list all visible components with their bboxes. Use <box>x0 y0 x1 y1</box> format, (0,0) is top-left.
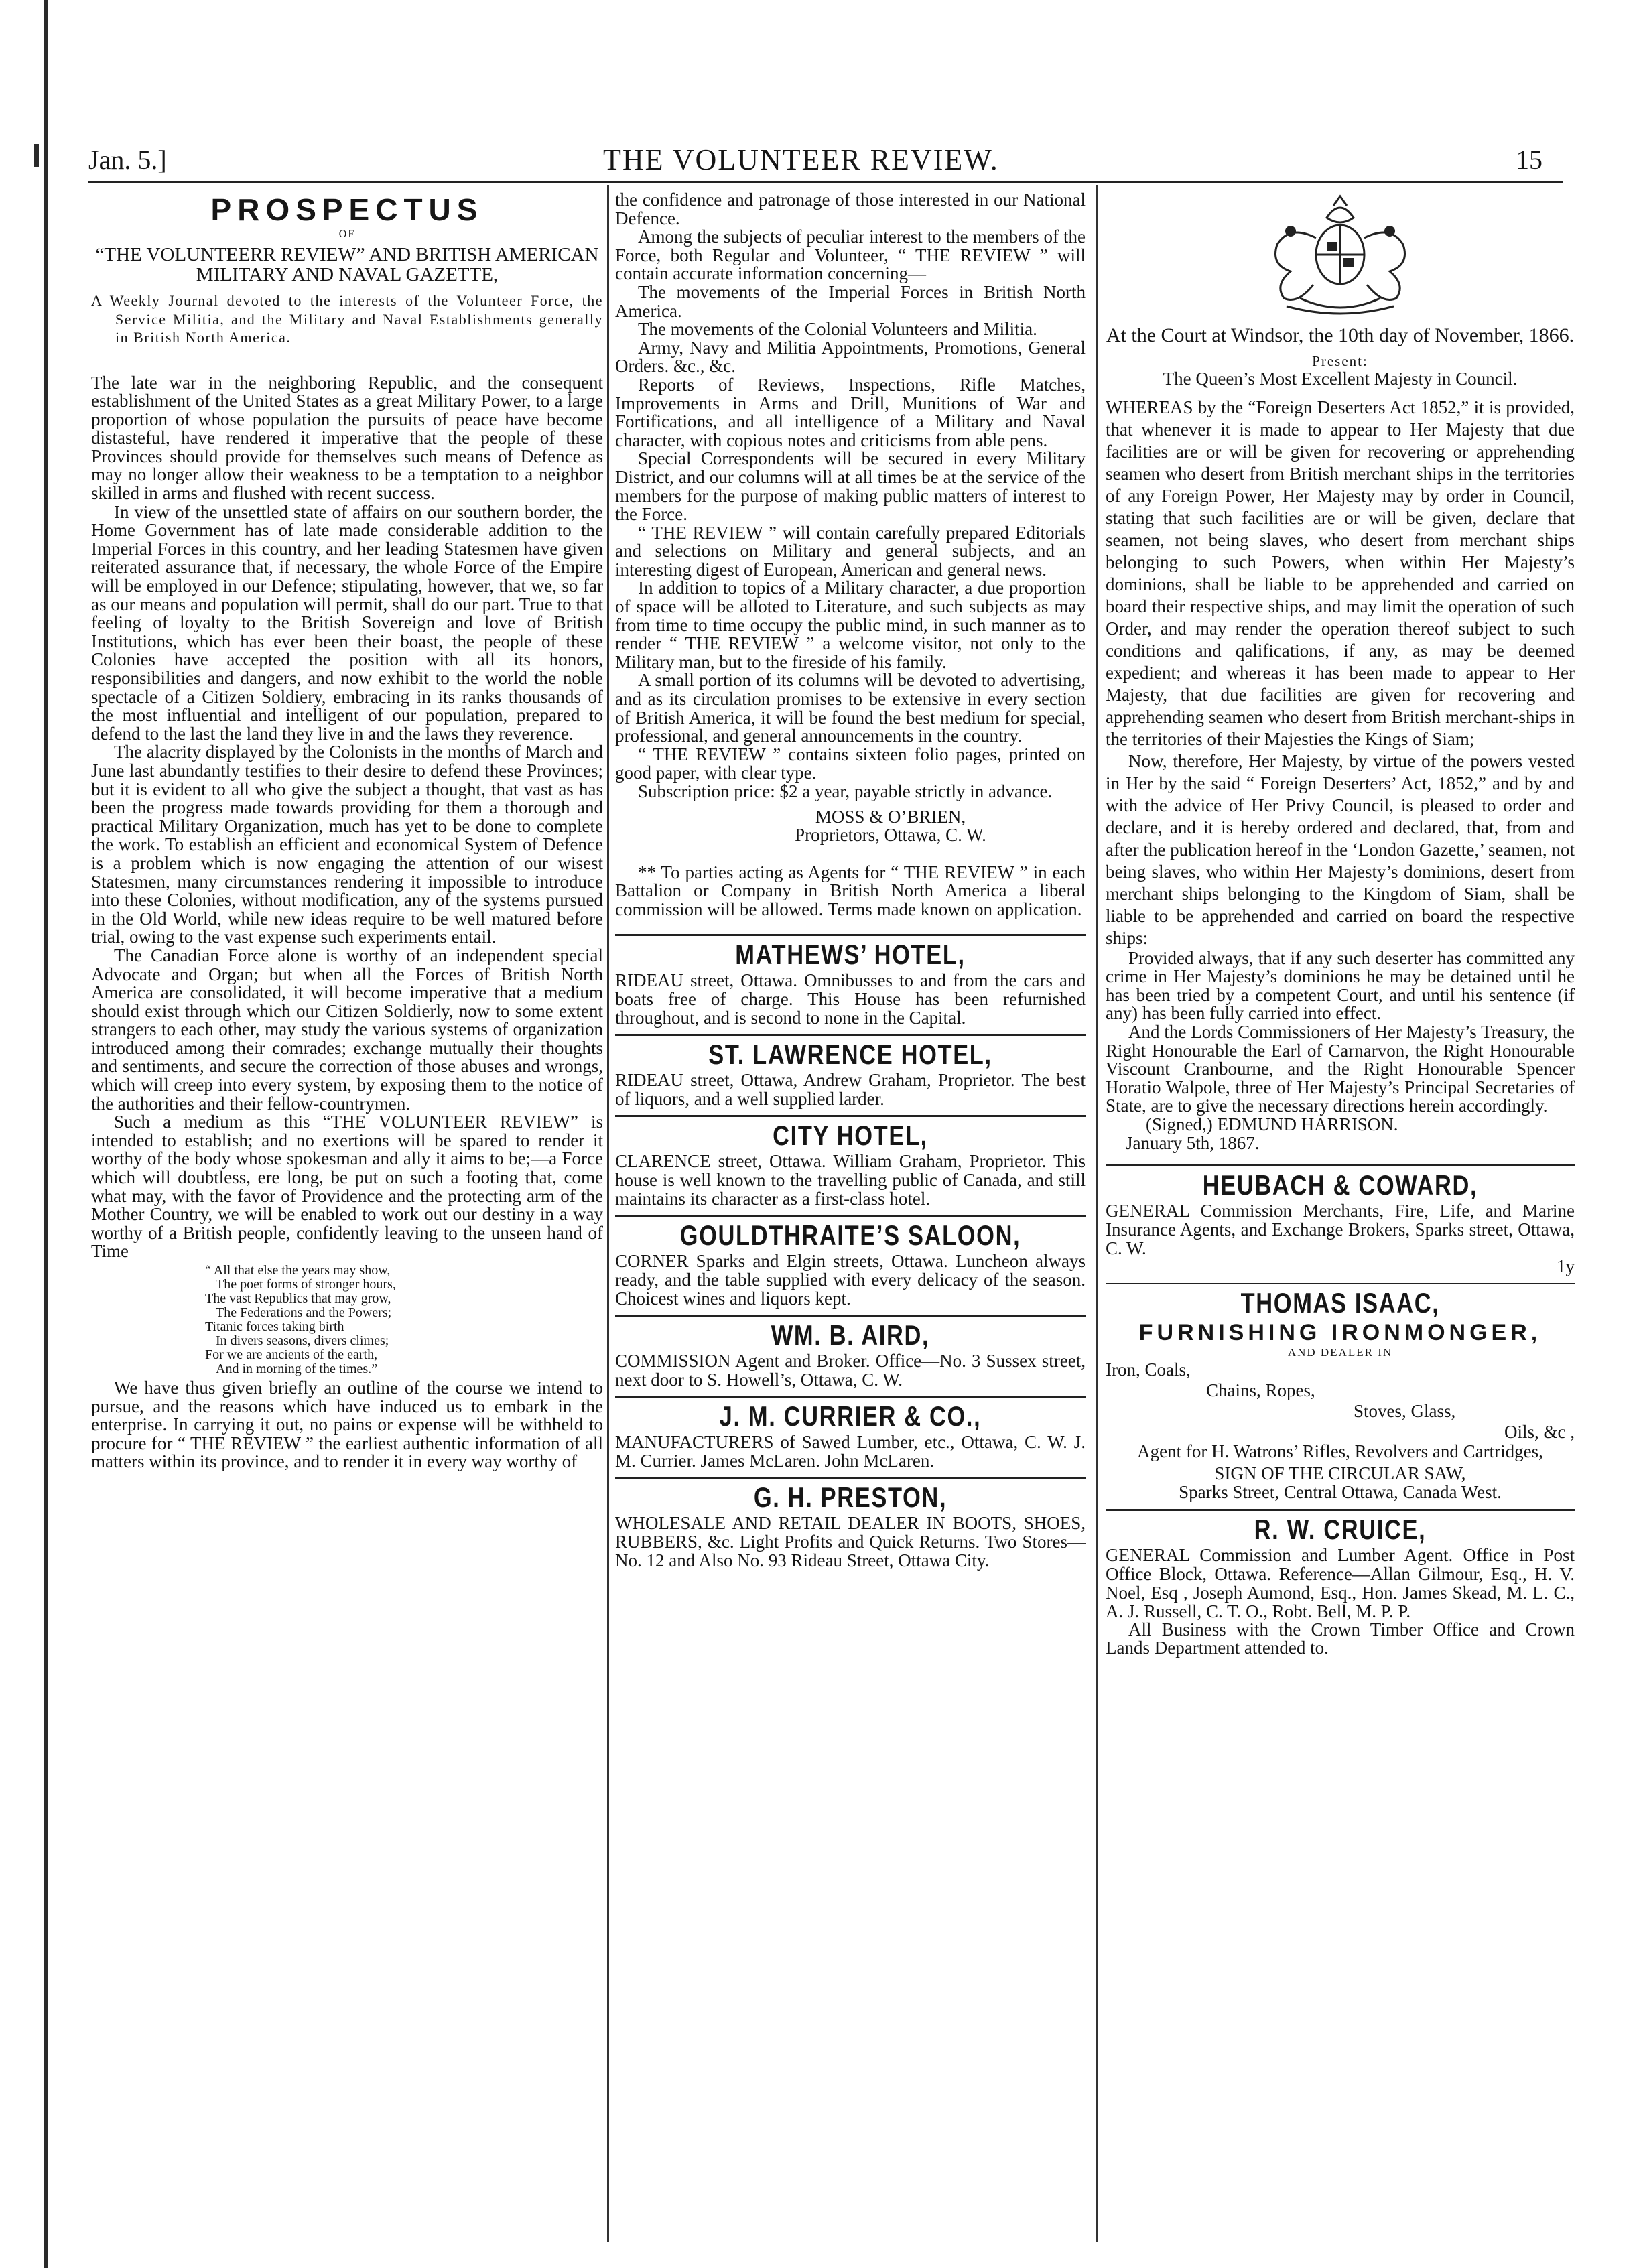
poem-line: “ All that else the years may show, <box>205 1263 391 1278</box>
proprietors-place: Proprietors, Ottawa, C. W. <box>795 825 986 846</box>
issue-date: Jan. 5.] <box>88 145 167 175</box>
binding-mark <box>34 144 39 167</box>
review-paragraph: The movements of the Imperial Forces in British North America. <box>615 281 1086 321</box>
ad-title: ST. LAWRENCE HOTEL, <box>708 1038 992 1070</box>
review-paragraph: The movements of the Colonial Volunteers and Militia. <box>638 319 1037 340</box>
poem-line: The vast Republics that may grow, <box>205 1291 391 1306</box>
isaac-agent: Agent for H. Watrons’ Rifles, Revolvers and Cartridges, <box>1137 1441 1543 1461</box>
signature-date: January 5th, 1867. <box>1126 1132 1260 1153</box>
prospectus-paragraph: Such a medium as this “THE VOLUNTEER REVIEW” is intended to establish; and no exertions will be spared to render it worthy of the body whose spokesman and ally it aims to be;—a Force which will doubtless, ere long, be put on such a footing that, come what may, with the favor of Providence and the protecting arm of the Mother Country, we will be enabled to work out our destiny in a way worthy of a British people, confidently leaving to the unseen hand of Time <box>91 1112 603 1262</box>
prospectus-paragraph: The alacrity displayed by the Colonists in the months of March and June last abundantly testifies to their desire to defend these Provinces; but it is evident to all who give the subject a thought, that vast as has been the progress made towards providing for them a thorough and practical Military Organization, much has yet to be done to complete the work. To establish an efficient and economical System of Defence is a problem which is now engaging the attention of our wisest Statesmen, many circumstances rendering it impossible to introduce into these Colonies, without modification, any of the systems pursued in the Old World, while new ideas require to be well matured before trial, owing to the vast expense such experiments entail. <box>91 742 603 947</box>
heubach-title: HEUBACH & COWARD, <box>1202 1169 1478 1201</box>
column-prospectus <box>91 191 603 1471</box>
present-label: Present: <box>1312 353 1368 369</box>
ad-text: MANUFACTURERS of Sawed Lumber, etc., Ottawa, C. W. J. M. Currier. James McLaren. John McLaren. <box>615 1431 1086 1471</box>
prospectus-subtitle: “THE VOLUNTEERR REVIEW” AND BRITISH AMERICAN MILITARY AND NAVAL GAZETTE, <box>95 244 599 285</box>
review-paragraph: the confidence and patronage of those interested in our National Defence. <box>615 190 1086 228</box>
review-paragraph: Among the subjects of peculiar interest to the members of the Force, both Regular and Volunteer, “ THE REVIEW ” will contain accurate information concerning— <box>615 226 1086 284</box>
isaac-subtitle: FURNISHING IRONMONGER, <box>1138 1319 1542 1345</box>
ad-title: J. M. CURRIER & CO., <box>719 1400 982 1432</box>
ad-text: COMMISSION Agent and Broker. Office—No. 3 Sussex street, next door to S. Howell’s, Ottawa, C. W. <box>615 1350 1086 1390</box>
isaac-sign: SIGN OF THE CIRCULAR SAW, <box>1214 1463 1466 1484</box>
court-line: At the Court at Windsor, the 10th day of November, 1866. <box>1106 324 1575 346</box>
ad-title: G. H. PRESTON, <box>753 1481 947 1513</box>
isaac-dealer-label: AND DEALER IN <box>1287 1345 1393 1359</box>
prospectus-closing: We have thus given briefly an outline of the course we intend to pursue, and the reasons which have induced us to embark in the enterprise. In carrying it out, no pains or expense will be withheld to procure for “ THE REVIEW ” the earliest authentic information of all matters within its province, and to render it in every way worthy of <box>91 1378 603 1472</box>
ad-divider <box>1106 1509 1575 1511</box>
poem-line: For we are ancients of the earth, <box>205 1347 378 1362</box>
ad-divider <box>615 934 1086 936</box>
column-divider-1 <box>607 185 609 2242</box>
binding-edge <box>44 0 48 2268</box>
poem-line: In divers seasons, divers climes; <box>216 1333 389 1348</box>
ad-divider <box>615 1477 1086 1479</box>
ad-divider <box>615 1115 1086 1117</box>
prospectus-description: A Weekly Journal devoted to the interests of the Volunteer Force, the Service Militia, and the Military and Naval Establishments generally in British North America. <box>91 292 603 346</box>
poem-quote <box>91 1264 603 1376</box>
prospectus-title: PROSPECTUS <box>210 192 484 227</box>
agents-notice: ** To parties acting as Agents for “ THE REVIEW ” in each Battalion or Company in British North America a liberal commission will be allowed. Terms made known on application. <box>615 862 1086 919</box>
ad-divider <box>1106 1283 1575 1284</box>
prospectus-paragraph: In view of the unsettled state of affairs on our southern border, the Home Government has of late made considerable addition to the Imperial Forces in this country, and her leading Statesmen have given reiterated assurance that, if necessary, the whole Force of the Empire will be employed in our Defence; stipulating, however, that we, so far as our means and population will permit, shall do our part. True to that feeling of loyalty to the British Sovereign and love of British Institutions, which has ever been their boast, the people of these Colonies have accepted the position with all its honors, responsibilities and dangers, and now exhibit to the world the noble spectacle of a Citizen Soldiery, embracing in its ranks thousands of the most influential and intelligent of our population, prepared to defend to the last the land they live in and the laws they reverence. <box>91 501 603 744</box>
isaac-item: Stoves, Glass, <box>1354 1400 1456 1421</box>
prospectus-paragraph: The late war in the neighboring Republic, and the consequent establishment of the United States as a great Military Power, to a large proportion of whose population the pursuits of peace have become distasteful, have rendered it imperative that the people of these Provinces should provide for themselves such means of Defence as may no longer allow their weakness to be a temptation to a neighbor skilled in arms and flushed with recent success. <box>91 372 603 504</box>
proprietors-name: MOSS & O’BRIEN, <box>815 806 966 827</box>
newspaper-title: THE VOLUNTEER REVIEW. <box>603 143 999 176</box>
column-divider-2 <box>1096 185 1098 2242</box>
ad-title: WM. B. AIRD, <box>771 1319 930 1351</box>
page-number: 15 <box>1516 145 1542 175</box>
order-paragraph: Provided always, that if any such deserter has committed any crime in Her Majesty’s dominions he may be detained until he has been tried by a competent Court, and until his sentence (if any) has been fully carried into effect. <box>1106 947 1575 1024</box>
review-paragraph: “ THE REVIEW ” contains sixteen folio pages, printed on good paper, with clear type. <box>615 744 1086 783</box>
order-paragraph: WHEREAS by the “Foreign Deserters Act 1852,” it is provided, that whenever it is made to appear to Her Majesty that due facilities are or will be given for recovering or apprehending seamen who desert from British merchant ships in the territories of any Foreign Power, Her Majesty may by order in Council, stating that such facilities are or will be given, declare that seamen, not being slaves, who desert from merchant ships belonging to such Powers, when within Her Majesty’s dominions, shall be liable to be apprehended and carried on board their respective ships, and may limit the operation of such Order, and may render the operation thereof subject to such conditions and qalifications, if any, as may be deemed expedient; and whereas it has been made to appear to Her Majesty, that due facilities are given for recovering and apprehending seamen who desert from British merchant-ships in the territories of their Majesties the Kings of Siam; <box>1106 397 1575 749</box>
review-paragraph: Army, Navy and Militia Appointments, Promotions, General Orders. &c., &c. <box>615 337 1086 377</box>
isaac-item: Iron, Coals, <box>1106 1359 1191 1380</box>
ad-divider <box>615 1034 1086 1036</box>
order-paragraph: Now, therefore, Her Majesty, by virtue of the powers vested in Her by the said “ Foreign Deserters’ Act, 1852,” and by and with the advice of Her Privy Council, is pleased to order and declare, and it is hereby ordered and declared, that, from and after the publication hereof in the ‘London Gazette,’ seamen, not being slaves, who within Her Majesty’s dominions, desert from merchant ships belonging to the Kingdom of Siam, shall be liable to be apprehended and carried on board the respective ships: <box>1106 750 1575 948</box>
review-paragraph: “ THE REVIEW ” will contain carefully prepared Editorials and selections on Military and general subjects, and an interesting digest of European, American and general news. <box>615 522 1086 580</box>
review-paragraph: Reports of Reviews, Inspections, Rifle Matches, Improvements in Arms and Drill, Munitions of War and Fortifications, and all intelligence of a Military and Naval character, with copious notes and criticisms from able pens. <box>615 374 1086 450</box>
ad-text: RIDEAU street, Ottawa. Omnibusses to and from the cars and boats free of charge. This House has been refurnished throughout, and is second to none in the Capital. <box>615 970 1086 1028</box>
prospectus-of: OF <box>338 228 356 240</box>
ad-title: MATHEWS’ HOTEL, <box>735 938 966 970</box>
ad-text: RIDEAU street, Ottawa, Andrew Graham, Proprietor. The best of liquors, and a well supplied larder. <box>615 1069 1086 1109</box>
heubach-text: GENERAL Commission Merchants, Fire, Life, and Marine Insurance Agents, and Exchange Brokers, Sparks street, Ottawa, C. W. <box>1106 1201 1575 1259</box>
cruice-note: All Business with the Crown Timber Office and Crown Lands Department attended to. <box>1106 1619 1575 1658</box>
poem-line: The Federations and the Powers; <box>216 1305 392 1320</box>
signature-line: (Signed,) EDMUND HARRISON. <box>1146 1114 1398 1134</box>
isaac-title: THOMAS ISAAC, <box>1240 1286 1440 1319</box>
ad-text: CORNER Sparks and Elgin streets, Ottawa. Luncheon always ready, and the table supplied with every delicacy of the season. Choicest wines and liquors kept. <box>615 1250 1086 1309</box>
order-paragraph: And the Lords Commissioners of Her Majesty’s Treasury, the Right Honourable the Earl of Carnarvon, the Right Honourable Viscount Cranbourne, and the Right Honourable Spencer Horatio Walpole, three of Her Majesty’s Principal Secretaries of State, are to give the necessary directions herein accordingly. <box>1106 1021 1575 1116</box>
review-paragraph: Special Correspondents will be secured in every Military District, and our columns will at all times be at the service of the members for the purpose of making public matters of interest to the Force. <box>615 448 1086 525</box>
isaac-address: Sparks Street, Central Ottawa, Canada West. <box>1179 1481 1502 1502</box>
ad-divider <box>615 1315 1086 1317</box>
ad-text: CLARENCE street, Ottawa. William Graham, Proprietor. This house is well known to the travelling public of Canada, and still maintains its character as a first-class hotel. <box>615 1150 1086 1209</box>
ad-title: GOULDTHRAITE’S SALOON, <box>679 1219 1021 1251</box>
queen-line: The Queen’s Most Excellent Majesty in Council. <box>1163 369 1518 389</box>
poem-line: And in morning of the times.” <box>216 1361 378 1376</box>
review-paragraph: Subscription price: $2 a year, payable strictly in advance. <box>638 781 1053 801</box>
cruice-text: GENERAL Commission and Lumber Agent. Office in Post Office Block, Ottawa. Reference—Allan Gilmour, Esq., H. V. Noel, Esq , Joseph Aumond, Esq., Hon. James Skead, M. L. C., A. J. Russell, C. T. O., Robt. Bell, M. P. P. <box>1106 1544 1575 1621</box>
ad-divider <box>1106 1164 1575 1166</box>
isaac-item: Oils, &c , <box>1504 1421 1575 1442</box>
prospectus-paragraph: The Canadian Force alone is worthy of an independent special Advocate and Organ; but when all the Forces of British North America are consolidated, it will become imperative that a medium should exist through which our Citizen Soldierly, now to some extent strangers to each other, may study the various systems of organization introduced among their comrades; exchange mutually their thoughts and sentiments, and secure the correction of those abuses and wrongs, which will creep into every system, by exposing them to the notice of the authorities and their fellow-countrymen. <box>91 945 603 1114</box>
ad-divider <box>615 1396 1086 1398</box>
isaac-item: Chains, Ropes, <box>1206 1380 1315 1400</box>
review-paragraph: A small portion of its columns will be devoted to advertising, and as its circulation promises to be extensive in every section of British America, it will be found the best medium for special, professional, and general announcements in the country. <box>615 670 1086 746</box>
ad-title: CITY HOTEL, <box>773 1119 928 1151</box>
ad-divider <box>615 1215 1086 1217</box>
cruice-title: R. W. CRUICE, <box>1254 1513 1427 1545</box>
royal-arms-crest-icon <box>1260 191 1421 318</box>
review-paragraph: In addition to topics of a Military character, a due proportion of space will be alloted to Literature, and such subjects as may from time to time occupy the public mind, in such manner as to render “ THE REVIEW ” a welcome visitor, not only to the Military man, but to the fireside of his family. <box>615 578 1086 672</box>
header-rule <box>88 181 1563 183</box>
poem-line: Titanic forces taking birth <box>205 1319 344 1334</box>
ad-text: WHOLESALE AND RETAIL DEALER IN BOOTS, SHOES, RUBBERS, &c. Light Profits and Quick Returns. Two Stores—No. 12 and Also No. 93 Rideau Street, Ottawa City. <box>615 1512 1086 1571</box>
column-review-info <box>615 191 1086 1570</box>
column-order-in-council <box>1106 191 1575 1658</box>
heubach-mark: 1y <box>1557 1256 1575 1277</box>
poem-line: The poet forms of stronger hours, <box>216 1277 396 1292</box>
